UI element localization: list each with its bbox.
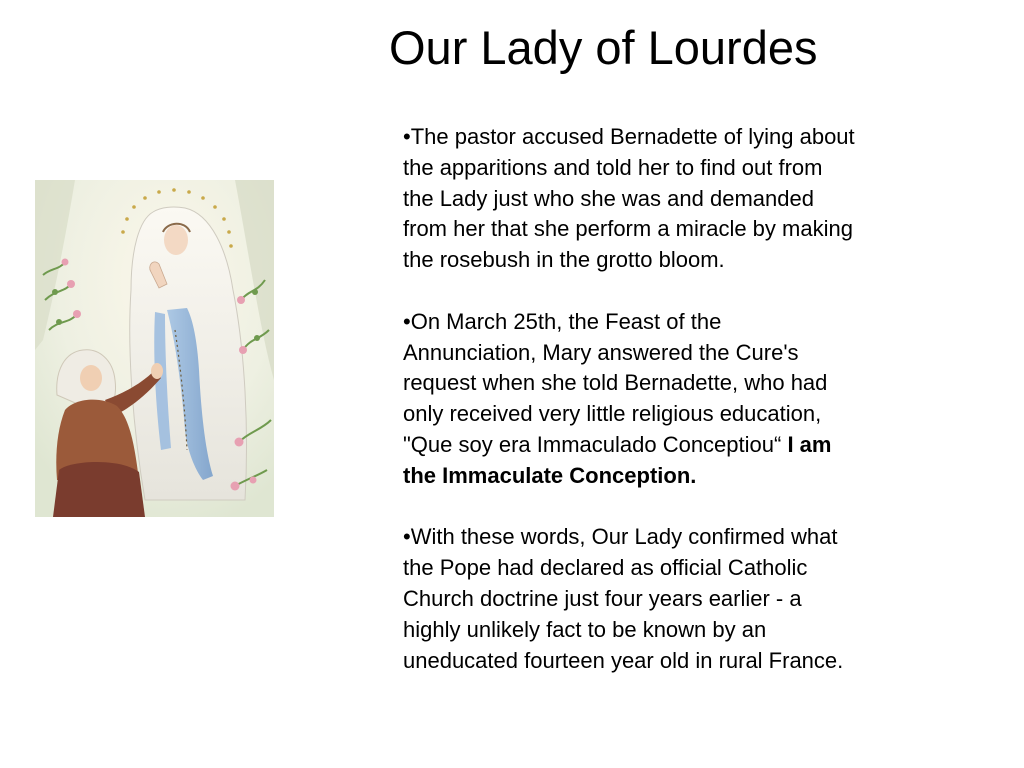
apparition-picture xyxy=(35,180,274,517)
text-line: highly unlikely fact to be known by an xyxy=(403,616,767,642)
bernadette-face xyxy=(80,365,102,391)
quote-text: "Que soy era Immaculado Conceptiou“ xyxy=(403,431,788,457)
mary-face xyxy=(164,225,188,255)
text-line: •With these words, Our Lady confirmed what xyxy=(403,524,838,550)
text-line: only received very little religious education, xyxy=(403,401,822,427)
paragraph-pastor xyxy=(403,122,943,276)
bernadette-dress xyxy=(53,462,145,517)
text-line: request when she told Bernadette, who had xyxy=(403,370,828,396)
slide-body xyxy=(403,122,943,707)
declaration-bold-start: I am xyxy=(787,431,832,457)
text-line: the apparitions and told her to find out from xyxy=(403,154,823,180)
text-line: the rosebush in the grotto bloom. xyxy=(403,247,725,273)
text-line: the Pope had declared as official Catholic xyxy=(403,555,808,581)
text-line: from her that she perform a miracle by making xyxy=(403,216,853,242)
slide-title: Our Lady of Lourdes xyxy=(389,21,818,74)
text-line: Church doctrine just four years earlier - a xyxy=(403,585,802,611)
text-line: •The pastor accused Bernadette of lying about xyxy=(403,124,855,149)
bernadette-hands xyxy=(151,363,163,379)
text-line: •On March 25th, the Feast of the xyxy=(403,308,722,334)
declaration-bold-end: the Immaculate Conception. xyxy=(403,462,697,488)
paragraph-confirmation xyxy=(403,522,943,676)
text-line: Annunciation, Mary answered the Cure's xyxy=(403,339,799,365)
apparition-illustration xyxy=(35,180,274,517)
paragraph-annunciation xyxy=(403,307,943,492)
text-line: uneducated fourteen year old in rural France. xyxy=(403,647,844,673)
text-line-quote xyxy=(403,430,943,461)
text-line: the Lady just who she was and demanded xyxy=(403,185,814,211)
